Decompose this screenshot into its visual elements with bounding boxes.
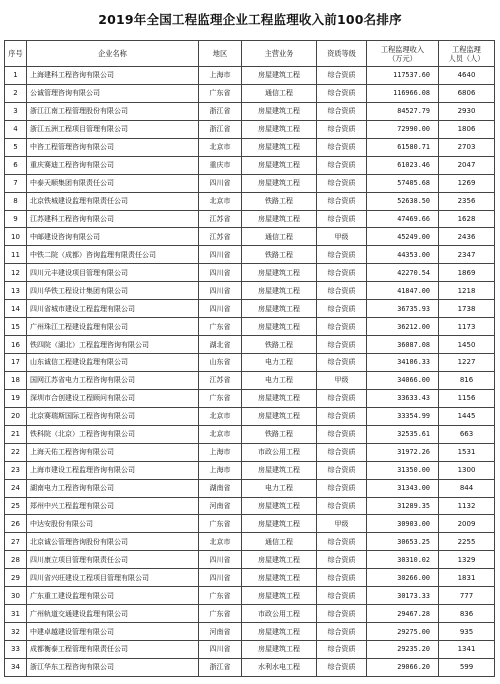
staff-cell: 935 <box>439 623 495 641</box>
seq-cell: 1 <box>5 67 27 85</box>
qualification-cell: 综合资质 <box>317 497 367 515</box>
region-cell: 四川省 <box>199 300 242 318</box>
staff-cell: 6806 <box>439 84 495 102</box>
region-cell: 河南省 <box>199 623 242 641</box>
business-cell: 铁路工程 <box>242 336 317 354</box>
qualification-cell: 综合资质 <box>317 407 367 425</box>
header-revenue-line2: （万元） <box>388 53 417 63</box>
company-cell: 公诚管理咨询有限公司 <box>27 84 199 102</box>
company-cell: 四川康立项目管理有限责任公司 <box>27 551 199 569</box>
company-cell: 浙江五洲工程项目管理有限公司 <box>27 120 199 138</box>
table-row <box>5 120 495 138</box>
seq-cell: 5 <box>5 138 27 156</box>
revenue-cell: 33633.43 <box>367 389 439 407</box>
staff-cell: 663 <box>439 425 495 443</box>
table-row <box>5 533 495 551</box>
seq-cell: 19 <box>5 389 27 407</box>
business-cell: 房屋建筑工程 <box>242 515 317 533</box>
staff-cell: 1738 <box>439 300 495 318</box>
table-row <box>5 658 495 676</box>
staff-cell: 599 <box>439 658 495 676</box>
revenue-cell: 30653.25 <box>367 533 439 551</box>
header-region: 地区 <box>199 41 242 67</box>
region-cell: 四川省 <box>199 264 242 282</box>
staff-cell: 2255 <box>439 533 495 551</box>
business-cell: 房屋建筑工程 <box>242 210 317 228</box>
seq-cell: 7 <box>5 174 27 192</box>
region-cell: 河南省 <box>199 497 242 515</box>
table-row <box>5 192 495 210</box>
business-cell: 房屋建筑工程 <box>242 461 317 479</box>
company-cell: 成都衡泰工程管理有限责任公司 <box>27 641 199 659</box>
revenue-cell: 45249.00 <box>367 228 439 246</box>
revenue-cell: 117537.60 <box>367 67 439 85</box>
seq-cell: 29 <box>5 569 27 587</box>
business-cell: 房屋建筑工程 <box>242 67 317 85</box>
table-row <box>5 605 495 623</box>
seq-cell: 2 <box>5 84 27 102</box>
seq-cell: 17 <box>5 354 27 372</box>
revenue-cell: 44353.00 <box>367 246 439 264</box>
header-seq: 序号 <box>5 41 27 67</box>
seq-cell: 8 <box>5 192 27 210</box>
revenue-cell: 36735.93 <box>367 300 439 318</box>
qualification-cell: 甲级 <box>317 371 367 389</box>
seq-cell: 16 <box>5 336 27 354</box>
revenue-cell: 34066.00 <box>367 371 439 389</box>
region-cell: 江苏省 <box>199 210 242 228</box>
table-row <box>5 156 495 174</box>
revenue-cell: 32535.61 <box>367 425 439 443</box>
business-cell: 房屋建筑工程 <box>242 623 317 641</box>
business-cell: 房屋建筑工程 <box>242 300 317 318</box>
company-cell: 中泰天顺集团有限责任公司 <box>27 174 199 192</box>
table-row <box>5 300 495 318</box>
table-row <box>5 461 495 479</box>
staff-cell: 2703 <box>439 138 495 156</box>
qualification-cell: 综合资质 <box>317 443 367 461</box>
region-cell: 上海市 <box>199 67 242 85</box>
table-row <box>5 84 495 102</box>
business-cell: 市政公用工程 <box>242 605 317 623</box>
region-cell: 广东省 <box>199 605 242 623</box>
company-cell: 江苏建科工程咨询有限公司 <box>27 210 199 228</box>
table-row <box>5 174 495 192</box>
qualification-cell: 综合资质 <box>317 210 367 228</box>
header-company: 企业名称 <box>27 41 199 67</box>
qualification-cell: 综合资质 <box>317 425 367 443</box>
business-cell: 铁路工程 <box>242 192 317 210</box>
staff-cell: 1445 <box>439 407 495 425</box>
seq-cell: 14 <box>5 300 27 318</box>
revenue-cell: 52638.50 <box>367 192 439 210</box>
table-row <box>5 623 495 641</box>
table-row <box>5 497 495 515</box>
revenue-cell: 84527.79 <box>367 102 439 120</box>
region-cell: 广东省 <box>199 587 242 605</box>
header-business: 主营业务 <box>242 41 317 67</box>
business-cell: 房屋建筑工程 <box>242 282 317 300</box>
table-row <box>5 371 495 389</box>
qualification-cell: 综合资质 <box>317 479 367 497</box>
business-cell: 水利水电工程 <box>242 658 317 676</box>
seq-cell: 3 <box>5 102 27 120</box>
staff-cell: 836 <box>439 605 495 623</box>
region-cell: 北京市 <box>199 192 242 210</box>
business-cell: 房屋建筑工程 <box>242 587 317 605</box>
revenue-cell: 36212.00 <box>367 318 439 336</box>
qualification-cell: 综合资质 <box>317 84 367 102</box>
region-cell: 广东省 <box>199 318 242 336</box>
business-cell: 房屋建筑工程 <box>242 174 317 192</box>
seq-cell: 20 <box>5 407 27 425</box>
revenue-cell: 30903.00 <box>367 515 439 533</box>
qualification-cell: 综合资质 <box>317 120 367 138</box>
header-staff-line2: 人员（人） <box>448 53 485 63</box>
table-row <box>5 569 495 587</box>
qualification-cell: 综合资质 <box>317 389 367 407</box>
table-row <box>5 264 495 282</box>
region-cell: 北京市 <box>199 138 242 156</box>
staff-cell: 2436 <box>439 228 495 246</box>
business-cell: 房屋建筑工程 <box>242 264 317 282</box>
staff-cell: 2930 <box>439 102 495 120</box>
revenue-cell: 31350.00 <box>367 461 439 479</box>
header-revenue <box>367 41 439 67</box>
company-cell: 四川华铁工程设计集团有限公司 <box>27 282 199 300</box>
qualification-cell: 甲级 <box>317 228 367 246</box>
region-cell: 四川省 <box>199 282 242 300</box>
revenue-cell: 29467.28 <box>367 605 439 623</box>
seq-cell: 34 <box>5 658 27 676</box>
staff-cell: 1132 <box>439 497 495 515</box>
table-row <box>5 228 495 246</box>
business-cell: 电力工程 <box>242 371 317 389</box>
seq-cell: 32 <box>5 623 27 641</box>
staff-cell: 2347 <box>439 246 495 264</box>
region-cell: 上海市 <box>199 443 242 461</box>
staff-cell: 844 <box>439 479 495 497</box>
qualification-cell: 综合资质 <box>317 658 367 676</box>
region-cell: 四川省 <box>199 174 242 192</box>
revenue-cell: 30310.02 <box>367 551 439 569</box>
staff-cell: 2047 <box>439 156 495 174</box>
qualification-cell: 综合资质 <box>317 264 367 282</box>
company-cell: 四川省兴旺建设工程项目管理有限公司 <box>27 569 199 587</box>
revenue-cell: 31343.00 <box>367 479 439 497</box>
region-cell: 四川省 <box>199 641 242 659</box>
qualification-cell: 综合资质 <box>317 461 367 479</box>
seq-cell: 31 <box>5 605 27 623</box>
qualification-cell: 综合资质 <box>317 102 367 120</box>
staff-cell: 1269 <box>439 174 495 192</box>
revenue-cell: 29235.20 <box>367 641 439 659</box>
business-cell: 通信工程 <box>242 228 317 246</box>
business-cell: 铁路工程 <box>242 246 317 264</box>
header-staff <box>439 41 495 67</box>
region-cell: 四川省 <box>199 551 242 569</box>
region-cell: 广东省 <box>199 389 242 407</box>
business-cell: 通信工程 <box>242 84 317 102</box>
qualification-cell: 综合资质 <box>317 354 367 372</box>
table-body <box>5 67 495 677</box>
region-cell: 江苏省 <box>199 371 242 389</box>
table-row <box>5 102 495 120</box>
qualification-cell: 综合资质 <box>317 551 367 569</box>
seq-cell: 4 <box>5 120 27 138</box>
seq-cell: 24 <box>5 479 27 497</box>
seq-cell: 33 <box>5 641 27 659</box>
revenue-cell: 61580.71 <box>367 138 439 156</box>
business-cell: 铁路工程 <box>242 425 317 443</box>
table-row <box>5 67 495 85</box>
qualification-cell: 综合资质 <box>317 569 367 587</box>
revenue-cell: 36087.08 <box>367 336 439 354</box>
table-row <box>5 479 495 497</box>
revenue-cell: 31972.26 <box>367 443 439 461</box>
qualification-cell: 甲级 <box>317 515 367 533</box>
staff-cell: 1173 <box>439 318 495 336</box>
revenue-cell: 57405.68 <box>367 174 439 192</box>
company-cell: 铁四院（湖北）工程监理咨询有限公司 <box>27 336 199 354</box>
company-cell: 铁科院（北京）工程咨询有限公司 <box>27 425 199 443</box>
qualification-cell: 综合资质 <box>317 300 367 318</box>
region-cell: 北京市 <box>199 425 242 443</box>
company-cell: 广东重工建设监理有限公司 <box>27 587 199 605</box>
qualification-cell: 综合资质 <box>317 174 367 192</box>
revenue-cell: 42270.54 <box>367 264 439 282</box>
page-title: 2019年全国工程监理企业工程监理收入前100名排序 <box>98 12 402 27</box>
company-cell: 上海天佑工程咨询有限公司 <box>27 443 199 461</box>
staff-cell: 816 <box>439 371 495 389</box>
region-cell: 江苏省 <box>199 228 242 246</box>
header-qualification: 资质等级 <box>317 41 367 67</box>
company-cell: 广州轨道交通建设监理有限公司 <box>27 605 199 623</box>
qualification-cell: 综合资质 <box>317 156 367 174</box>
company-cell: 北京诚公管理咨询股份有限公司 <box>27 533 199 551</box>
seq-cell: 21 <box>5 425 27 443</box>
company-cell: 中铁二院（成都）咨询监理有限责任公司 <box>27 246 199 264</box>
company-cell: 北京铁城建设监理有限责任公司 <box>27 192 199 210</box>
business-cell: 通信工程 <box>242 533 317 551</box>
business-cell: 房屋建筑工程 <box>242 497 317 515</box>
staff-cell: 1531 <box>439 443 495 461</box>
business-cell: 房屋建筑工程 <box>242 551 317 569</box>
staff-cell: 2009 <box>439 515 495 533</box>
seq-cell: 9 <box>5 210 27 228</box>
region-cell: 广东省 <box>199 84 242 102</box>
company-cell: 上海建科工程咨询有限公司 <box>27 67 199 85</box>
table-row <box>5 246 495 264</box>
seq-cell: 12 <box>5 264 27 282</box>
region-cell: 浙江省 <box>199 102 242 120</box>
revenue-cell: 29066.20 <box>367 658 439 676</box>
company-cell: 四川元丰建设项目管理有限公司 <box>27 264 199 282</box>
staff-cell: 1628 <box>439 210 495 228</box>
qualification-cell: 综合资质 <box>317 192 367 210</box>
region-cell: 浙江省 <box>199 120 242 138</box>
business-cell: 房屋建筑工程 <box>242 569 317 587</box>
region-cell: 北京市 <box>199 407 242 425</box>
seq-cell: 30 <box>5 587 27 605</box>
company-cell: 广州珠江工程建设监理有限公司 <box>27 318 199 336</box>
table-row <box>5 282 495 300</box>
staff-cell: 1227 <box>439 354 495 372</box>
qualification-cell: 综合资质 <box>317 246 367 264</box>
business-cell: 房屋建筑工程 <box>242 407 317 425</box>
staff-cell: 4640 <box>439 67 495 85</box>
staff-cell: 777 <box>439 587 495 605</box>
qualification-cell: 综合资质 <box>317 336 367 354</box>
region-cell: 湖南省 <box>199 479 242 497</box>
business-cell: 电力工程 <box>242 479 317 497</box>
revenue-cell: 72990.00 <box>367 120 439 138</box>
staff-cell: 1341 <box>439 641 495 659</box>
staff-cell: 1329 <box>439 551 495 569</box>
qualification-cell: 综合资质 <box>317 587 367 605</box>
table-row <box>5 425 495 443</box>
revenue-cell: 47469.66 <box>367 210 439 228</box>
seq-cell: 28 <box>5 551 27 569</box>
company-cell: 浙江华东工程咨询有限公司 <box>27 658 199 676</box>
seq-cell: 25 <box>5 497 27 515</box>
region-cell: 湖北省 <box>199 336 242 354</box>
revenue-cell: 29275.00 <box>367 623 439 641</box>
seq-cell: 18 <box>5 371 27 389</box>
region-cell: 北京市 <box>199 533 242 551</box>
staff-cell: 1869 <box>439 264 495 282</box>
seq-cell: 15 <box>5 318 27 336</box>
company-cell: 上海市建设工程监理咨询有限公司 <box>27 461 199 479</box>
business-cell: 房屋建筑工程 <box>242 641 317 659</box>
qualification-cell: 综合资质 <box>317 318 367 336</box>
table-row <box>5 210 495 228</box>
qualification-cell: 综合资质 <box>317 138 367 156</box>
region-cell: 上海市 <box>199 461 242 479</box>
company-cell: 中达安股份有限公司 <box>27 515 199 533</box>
region-cell: 浙江省 <box>199 658 242 676</box>
table-row <box>5 138 495 156</box>
seq-cell: 13 <box>5 282 27 300</box>
business-cell: 房屋建筑工程 <box>242 102 317 120</box>
staff-cell: 1156 <box>439 389 495 407</box>
table-row <box>5 354 495 372</box>
ranking-table <box>4 40 495 677</box>
table-row <box>5 515 495 533</box>
staff-cell: 1831 <box>439 569 495 587</box>
company-cell: 湖南电力工程咨询有限公司 <box>27 479 199 497</box>
company-cell: 中咨工程管理咨询有限公司 <box>27 138 199 156</box>
table-row <box>5 336 495 354</box>
table-row <box>5 443 495 461</box>
company-cell: 郑州中兴工程监理有限公司 <box>27 497 199 515</box>
table-row <box>5 551 495 569</box>
seq-cell: 6 <box>5 156 27 174</box>
company-cell: 深圳市合创建设工程顾问有限公司 <box>27 389 199 407</box>
seq-cell: 26 <box>5 515 27 533</box>
staff-cell: 2356 <box>439 192 495 210</box>
staff-cell: 1450 <box>439 336 495 354</box>
business-cell: 房屋建筑工程 <box>242 120 317 138</box>
header-revenue-line1: 工程监理收入 <box>380 44 425 54</box>
staff-cell: 1300 <box>439 461 495 479</box>
seq-cell: 10 <box>5 228 27 246</box>
qualification-cell: 综合资质 <box>317 282 367 300</box>
qualification-cell: 综合资质 <box>317 67 367 85</box>
table-row <box>5 641 495 659</box>
revenue-cell: 31289.35 <box>367 497 439 515</box>
revenue-cell: 33354.99 <box>367 407 439 425</box>
header-staff-line1: 工程监理 <box>452 44 481 54</box>
business-cell: 房屋建筑工程 <box>242 156 317 174</box>
business-cell: 房屋建筑工程 <box>242 318 317 336</box>
business-cell: 房屋建筑工程 <box>242 389 317 407</box>
region-cell: 重庆市 <box>199 156 242 174</box>
company-cell: 中邮建设咨询有限公司 <box>27 228 199 246</box>
qualification-cell: 综合资质 <box>317 623 367 641</box>
revenue-cell: 34106.33 <box>367 354 439 372</box>
table-row <box>5 389 495 407</box>
company-cell: 山东诚信工程建设监理有限公司 <box>27 354 199 372</box>
company-cell: 北京赛瑞斯国际工程咨询有限公司 <box>27 407 199 425</box>
seq-cell: 11 <box>5 246 27 264</box>
business-cell: 市政公用工程 <box>242 443 317 461</box>
table-row <box>5 407 495 425</box>
region-cell: 山东省 <box>199 354 242 372</box>
table-row <box>5 587 495 605</box>
qualification-cell: 综合资质 <box>317 641 367 659</box>
region-cell: 四川省 <box>199 246 242 264</box>
qualification-cell: 综合资质 <box>317 533 367 551</box>
seq-cell: 23 <box>5 461 27 479</box>
table-header-row <box>5 41 495 67</box>
company-cell: 重庆赛迪工程咨询有限公司 <box>27 156 199 174</box>
staff-cell: 1806 <box>439 120 495 138</box>
company-cell: 中建卓越建设管理有限公司 <box>27 623 199 641</box>
company-cell: 四川省城市建设工程监理有限公司 <box>27 300 199 318</box>
revenue-cell: 116966.08 <box>367 84 439 102</box>
qualification-cell: 综合资质 <box>317 605 367 623</box>
company-cell: 国网江苏省电力工程咨询有限公司 <box>27 371 199 389</box>
table-row <box>5 318 495 336</box>
seq-cell: 22 <box>5 443 27 461</box>
region-cell: 四川省 <box>199 569 242 587</box>
revenue-cell: 30266.00 <box>367 569 439 587</box>
revenue-cell: 30173.33 <box>367 587 439 605</box>
revenue-cell: 61023.46 <box>367 156 439 174</box>
revenue-cell: 41847.00 <box>367 282 439 300</box>
company-cell: 浙江江南工程管理股份有限公司 <box>27 102 199 120</box>
region-cell: 广东省 <box>199 515 242 533</box>
business-cell: 房屋建筑工程 <box>242 138 317 156</box>
seq-cell: 27 <box>5 533 27 551</box>
staff-cell: 1218 <box>439 282 495 300</box>
business-cell: 电力工程 <box>242 354 317 372</box>
